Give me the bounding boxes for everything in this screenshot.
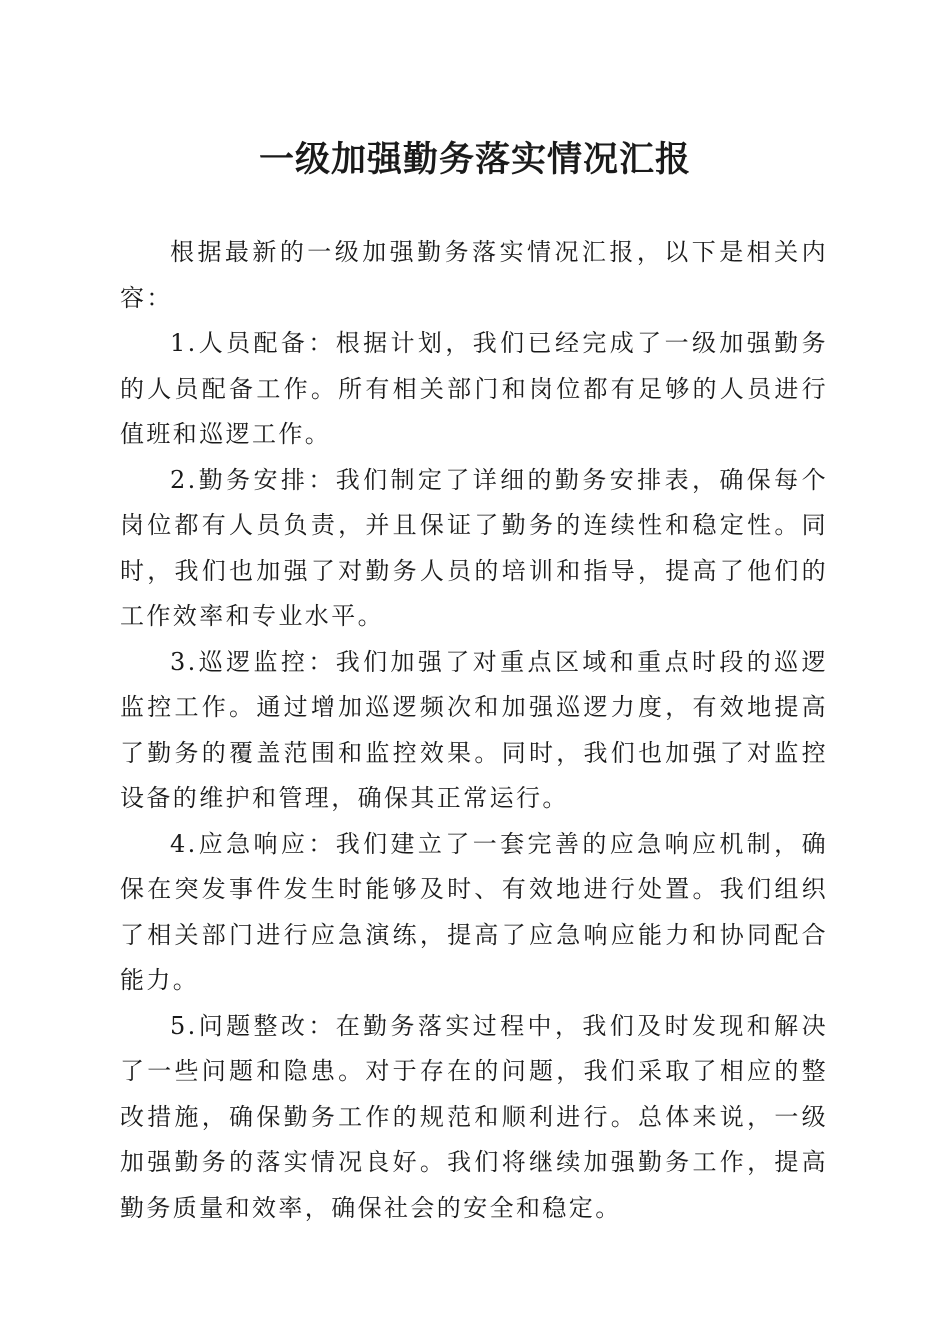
paragraph-staffing: 1.人员配备：根据计划，我们已经完成了一级加强勤务的人员配备工作。所有相关部门和岗位都有足够的人员进行值班和巡逻工作。 xyxy=(120,329,828,448)
paragraph-intro: 根据最新的一级加强勤务落实情况汇报，以下是相关内容： xyxy=(120,238,828,312)
paragraph-emergency-response: 4.应急响应：我们建立了一套完善的应急响应机制，确保在突发事件发生时能够及时、有效地进行处置。我们组织了相关部门进行应急演练，提高了应急响应能力和协同配合能力。 xyxy=(120,829,828,994)
paragraph-patrol-monitoring: 3.巡逻监控：我们加强了对重点区域和重点时段的巡逻监控工作。通过增加巡逻频次和加强巡逻力度，有效地提高了勤务的覆盖范围和监控效果。同时，我们也加强了对监控设备的维护和管理，确保其正常运行。 xyxy=(120,647,828,812)
paragraph-duty-arrangement: 2.勤务安排：我们制定了详细的勤务安排表，确保每个岗位都有人员负责，并且保证了勤务的连续性和稳定性。同时，我们也加强了对勤务人员的培训和指导，提高了他们的工作效率和专业水平。 xyxy=(120,465,828,630)
document-body xyxy=(120,230,828,1231)
document-title: 一级加强勤务落实情况汇报 xyxy=(258,139,691,180)
paragraph-rectification: 5.问题整改：在勤务落实过程中，我们及时发现和解决了一些问题和隐患。对于存在的问题，我们采取了相应的整改措施，确保勤务工作的规范和顺利进行。总体来说，一级加强勤务的落实情况良好。我们将继续加强勤务工作，提高勤务质量和效率，确保社会的安全和稳定。 xyxy=(120,1011,828,1222)
